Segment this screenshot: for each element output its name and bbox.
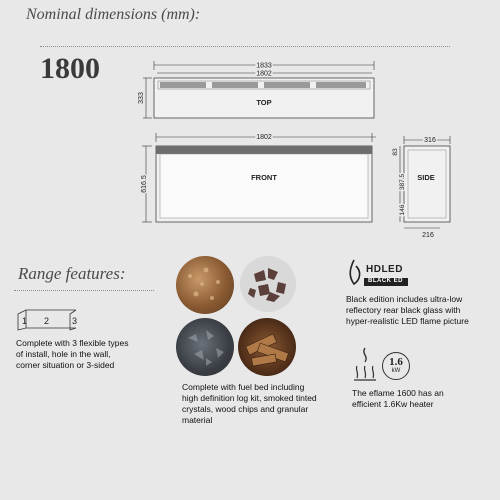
svg-text:3: 3 [72, 316, 78, 326]
side-top-gap: 83 [392, 148, 399, 156]
side-bottom-depth: 216 [422, 232, 434, 239]
side-mid: 387.5 [399, 173, 406, 191]
front-view-label: FRONT [251, 173, 277, 182]
front-height: 616.5 [141, 175, 148, 193]
log-kit-image [238, 318, 296, 376]
granular-material-image [176, 318, 234, 376]
model-size: 1800 [40, 52, 100, 85]
front-width: 1802 [256, 134, 272, 141]
top-view-drawing [140, 58, 380, 126]
side-bottom-gap: 146 [399, 204, 406, 216]
hdled-badge-bottom: BLACK ED [368, 278, 403, 284]
svg-text:1: 1 [22, 316, 28, 326]
wood-chips-image [176, 256, 234, 314]
side-view-drawing [392, 132, 462, 242]
kw-value: 1.6 [389, 356, 403, 368]
top-width-outer: 1833 [256, 62, 272, 70]
heater-feature-text: The eflame 1600 has an efficient 1.6Kw heater [352, 388, 444, 409]
top-view-label: TOP [256, 98, 272, 107]
side-top-depth: 316 [424, 137, 436, 144]
smoked-crystals-image [240, 256, 296, 312]
top-depth: 333 [138, 92, 145, 104]
kw-unit: kW [391, 368, 401, 374]
header-divider [40, 46, 450, 47]
side-view-label: SIDE [417, 173, 435, 182]
svg-text:2: 2 [44, 316, 50, 326]
range-features-title: Range features: [18, 264, 126, 283]
hdled-badge-icon [346, 258, 410, 288]
black-edition-feature-text: Black edition includes ultra-low reflectory rear black glass with hyper-realistic LED flame picture [346, 294, 469, 326]
heat-waves-icon [352, 346, 378, 382]
fuel-bed-feature-text: Complete with fuel bed including high definition log kit, smoked tinted crystals, wood chips and granular material [182, 382, 317, 425]
install-feature-text: Complete with 3 flexible types of install, hole in the wall, corner situation or 3-sided [16, 338, 129, 370]
page-title: Nominal dimensions (mm): [26, 6, 201, 23]
front-view-drawing [136, 128, 376, 228]
range-divider [14, 290, 154, 291]
kw-badge [382, 352, 410, 380]
hdled-badge-top: HDLED [366, 264, 403, 275]
install-types-icon [16, 308, 80, 332]
top-width-inner: 1802 [256, 70, 272, 78]
